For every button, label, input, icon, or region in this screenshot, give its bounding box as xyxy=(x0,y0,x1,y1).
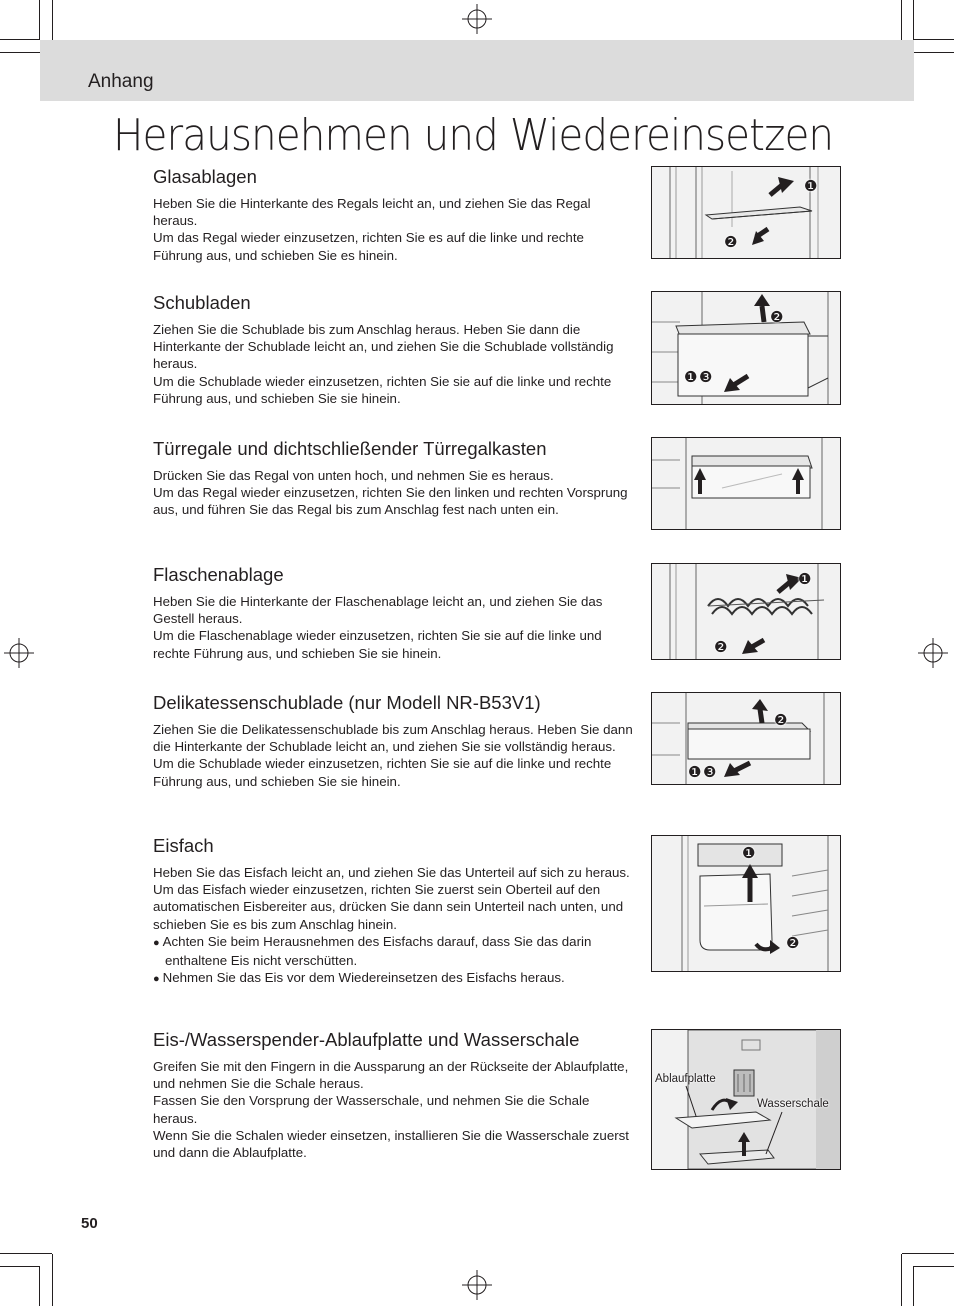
note-list xyxy=(153,933,637,989)
registration-mark-icon xyxy=(918,638,948,668)
step-number: ❷ xyxy=(774,712,788,729)
crop-mark xyxy=(914,39,954,40)
note-item: ● Nehmen Sie das Eis vor dem Wiedereinsetzen des Eisfachs heraus. xyxy=(153,969,637,988)
crop-mark xyxy=(0,1253,52,1254)
figure-drawer xyxy=(651,291,841,405)
section-text: Ziehen Sie die Delikatessenschublade bis zum Anschlag heraus. Heben Sie dann die Hinterkante der Schublade leicht an, und ziehen Sie sie vollständig heraus. xyxy=(153,722,633,755)
callout-label-ablaufplatte: Ablaufplatte xyxy=(655,1073,716,1085)
step-number: ❷ xyxy=(770,309,784,326)
step-number: ❸ xyxy=(703,764,717,781)
step-number: ❶ xyxy=(742,845,756,862)
section-heading: Türregale und dichtschließender Türregalkasten xyxy=(153,438,547,459)
section-text: Drücken Sie das Regal von unten hoch, und nehmen Sie es heraus. xyxy=(153,468,554,483)
section-text: Um die Flaschenablage wieder einzusetzen, richten Sie sie auf die linke und rechte Führung aus, und schieben Sie sie hinein. xyxy=(153,628,602,661)
page-title: Herausnehmen und Wiedereinsetzen xyxy=(113,110,834,161)
section-ablaufplatte xyxy=(153,1029,637,1161)
step-number: ❶ xyxy=(684,369,698,386)
section-heading: Delikatessenschublade (nur Modell NR-B53V1) xyxy=(153,692,541,713)
crop-mark xyxy=(0,39,40,40)
step-number: ❶ xyxy=(798,571,812,588)
section-flaschenablage xyxy=(153,564,637,662)
step-number: ❷ xyxy=(714,639,728,656)
crop-mark xyxy=(914,1266,954,1267)
section-glasablagen xyxy=(153,166,637,264)
section-heading: Eis-/Wasserspender-Ablaufplatte und Wasserschale xyxy=(153,1029,580,1050)
section-schubladen xyxy=(153,292,637,407)
section-heading: Schubladen xyxy=(153,292,251,313)
section-text: Um das Regal wieder einzusetzen, richten Sie es auf die linke und rechte Führung aus, und schieben Sie es hinein. xyxy=(153,230,584,263)
crop-mark xyxy=(39,0,40,40)
section-text: Heben Sie die Hinterkante der Flaschenablage leicht an, und ziehen Sie das Gestell heraus. xyxy=(153,594,603,627)
section-text: Um die Schublade wieder einzusetzen, richten Sie sie auf die linke und rechte Führung aus, und schieben Sie sie hinein. xyxy=(153,756,612,789)
section-header-band xyxy=(40,40,914,101)
section-eisfach xyxy=(153,835,637,988)
section-heading: Eisfach xyxy=(153,835,214,856)
section-tuerregale xyxy=(153,438,637,519)
section-delikatessenschublade xyxy=(153,692,637,790)
step-number: ❶ xyxy=(804,178,818,195)
figure-bottle-rack xyxy=(651,563,841,660)
crop-mark xyxy=(52,1254,53,1306)
registration-mark-icon xyxy=(4,638,34,668)
step-number: ❷ xyxy=(786,935,800,952)
section-text: Heben Sie die Hinterkante des Regals leicht an, und ziehen Sie das Regal heraus. xyxy=(153,196,591,229)
figure-dispenser-tray xyxy=(651,1029,841,1170)
figure-ice-bin xyxy=(651,835,841,972)
section-text: Um das Regal wieder einzusetzen, richten Sie den linken und rechten Vorsprung aus, und führen Sie das Regal bis zum Anschlag fest nach unten ein. xyxy=(153,485,628,518)
registration-mark-icon xyxy=(462,4,492,34)
step-number: ❸ xyxy=(699,369,713,386)
note-item: ● Achten Sie beim Herausnehmen des Eisfachs darauf, dass Sie das darin enthaltene Eis nicht verschütten. xyxy=(153,933,637,969)
figure-delicatessen-drawer xyxy=(651,692,841,785)
header-label: Anhang xyxy=(88,71,154,92)
section-text: Um das Eisfach wieder einzusetzen, richten Sie zuerst sein Oberteil auf den automatischen Eisbereiter aus, drücken Sie dann sein Unterteil nach unten, und schieben Sie es bis zum Anschlag hinein. xyxy=(153,882,624,932)
section-text: Um die Schublade wieder einzusetzen, richten Sie sie auf die linke und rechte Führung aus, und schieben Sie sie hinein. xyxy=(153,373,612,406)
registration-mark-icon xyxy=(462,1270,492,1300)
step-number: ❶ xyxy=(688,764,702,781)
crop-mark xyxy=(39,1266,40,1306)
section-text: Heben Sie das Eisfach leicht an, und ziehen Sie das Unterteil auf sich zu heraus. xyxy=(153,865,630,880)
section-text: Fassen Sie den Vorsprung der Wasserschale, und nehmen Sie die Schale heraus. xyxy=(153,1093,590,1126)
crop-mark xyxy=(913,0,914,40)
section-heading: Glasablagen xyxy=(153,166,257,187)
section-text: Greifen Sie mit den Fingern in die Aussparung an der Rückseite der Ablaufplatte, und nehmen Sie die Schale heraus. xyxy=(153,1059,629,1092)
crop-mark xyxy=(913,1266,914,1306)
step-number: ❷ xyxy=(724,234,738,251)
figure-door-shelf xyxy=(651,437,841,530)
figure-glass-shelf xyxy=(651,166,841,259)
section-text: Ziehen Sie die Schublade bis zum Anschlag heraus. Heben Sie dann die Hinterkante der Schublade leicht an, und ziehen Sie die Schublade vollständig heraus. xyxy=(153,322,614,372)
callout-label-wasserschale: Wasserschale xyxy=(757,1098,829,1110)
crop-mark xyxy=(901,1254,902,1306)
crop-mark xyxy=(902,1253,954,1254)
section-text: Wenn Sie die Schalen wieder einsetzen, installieren Sie die Wasserschale zuerst und dann die Ablaufplatte. xyxy=(153,1127,629,1161)
page-number: 50 xyxy=(81,1215,98,1232)
section-heading: Flaschenablage xyxy=(153,564,284,585)
crop-mark xyxy=(0,1266,40,1267)
